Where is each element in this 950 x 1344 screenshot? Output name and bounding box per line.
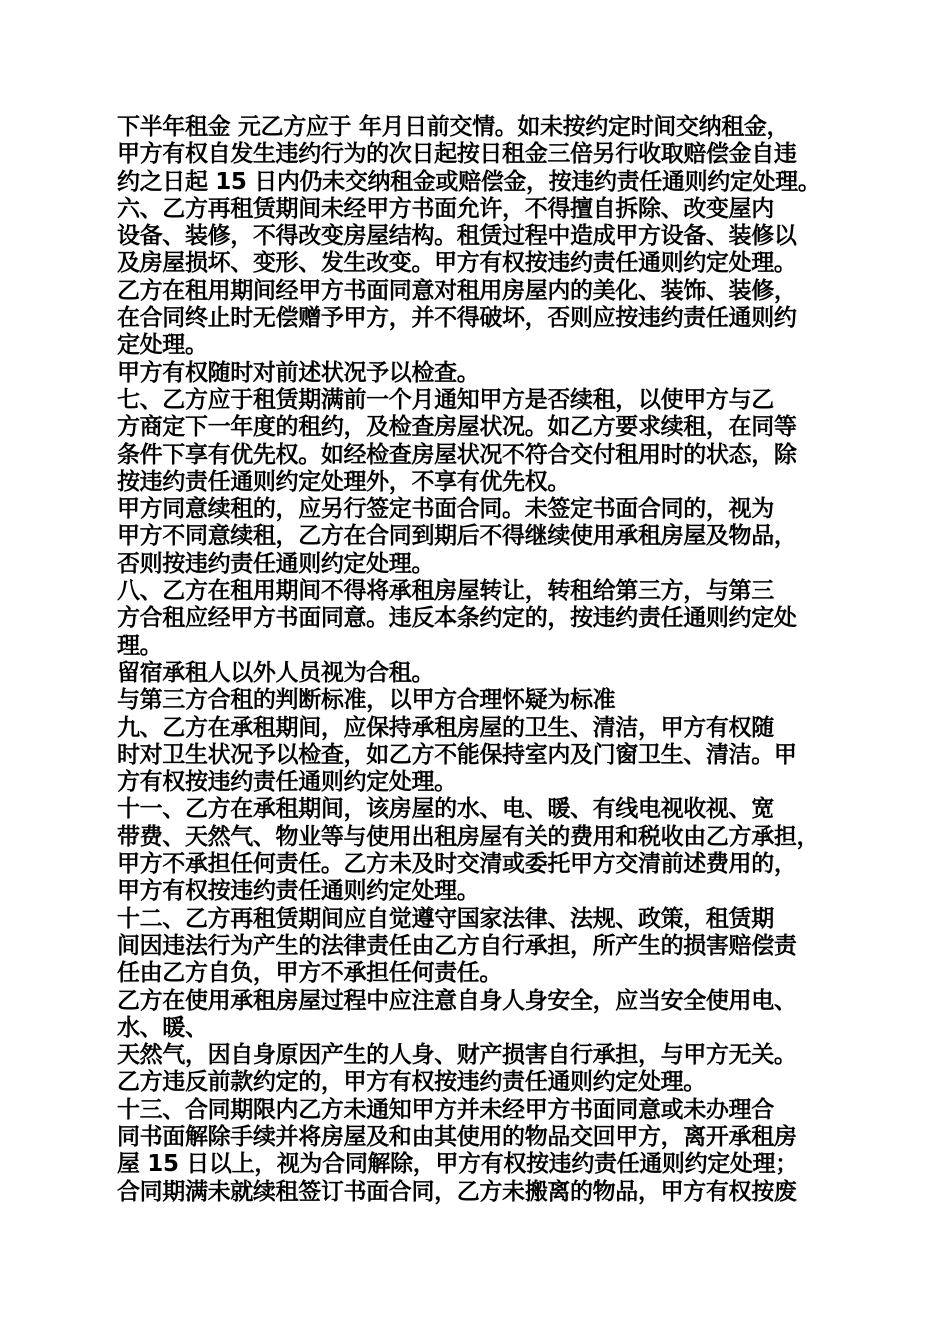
text-line: 甲方同意续租的，应另行签定书面合同。未签定书面合同的，视为 [117, 496, 774, 523]
text-line: 设备、装修，不得改变房屋结构。租赁过程中造成甲方设备、装修以 [117, 223, 797, 250]
text-line: 九、乙方在承租期间，应保持承租房屋的卫生、清洁，甲方有权随 [117, 714, 774, 741]
text-line: 理。 [117, 632, 163, 659]
text-line: 十二、乙方再租赁期间应自觉遵守国家法律、法规、政策，租赁期 [117, 905, 774, 932]
text-line: 定处理。 [117, 332, 208, 359]
contract-text-body [117, 114, 857, 1206]
text-line: 方商定下一年度的租约，及检查房屋状况。如乙方要求续租，在同等 [117, 414, 797, 441]
text-line: 合同期满未就续租签订书面合同，乙方未搬离的物品，甲方有权按废 [117, 1178, 797, 1205]
text-line: 按违约责任通则约定处理外，不享有优先权。 [117, 468, 571, 495]
text-line: 约之日起 15 日内仍未交纳租金或赔偿金，按违约责任通则约定处理。 [117, 168, 821, 195]
text-line: 甲方不承担任何责任。乙方未及时交清或委托甲方交清前述费用的， [117, 851, 797, 878]
text-line: 十一、乙方在承租期间，该房屋的水、电、暖、有线电视收视、宽 [117, 796, 774, 823]
text-line: 甲方不同意续租，乙方在合同到期后不得继续使用承租房屋及物品， [117, 523, 797, 550]
text-line: 乙方在使用承租房屋过程中应注意自身人身安全，应当安全使用电、 [117, 987, 797, 1014]
text-line: 方合租应经甲方书面同意。违反本条约定的，按违约责任通则约定处 [117, 605, 797, 632]
text-line: 乙方在租用期间经甲方书面同意对租用房屋内的美化、装饰、装修， [117, 277, 797, 304]
text-line: 带费、天然气、物业等与使用出租房屋有关的费用和税收由乙方承担， [117, 823, 820, 850]
text-line: 六、乙方再租赁期间未经甲方书面允许，不得擅自拆除、改变屋内 [117, 195, 774, 222]
text-line: 留宿承租人以外人员视为合租。 [117, 659, 435, 686]
text-line: 甲方有权随时对前述状况予以检查。 [117, 359, 480, 386]
text-line: 乙方违反前款约定的，甲方有权按违约责任通则约定处理。 [117, 1069, 706, 1096]
text-line: 屋 15 日以上，视为合同解除，甲方有权按违约责任通则约定处理； [117, 1151, 798, 1178]
text-line: 间因违法行为产生的法律责任由乙方自行承担，所产生的损害赔偿责 [117, 932, 797, 959]
text-line: 否则按违约责任通则约定处理。 [117, 550, 435, 577]
text-line: 在合同终止时无偿赠予甲方，并不得破坏，否则应按违约责任通则约 [117, 305, 797, 332]
text-line: 时对卫生状况予以检查，如乙方不能保持室内及门窗卫生、清洁。甲 [117, 741, 797, 768]
text-line: 条件下享有优先权。如经检查房屋状况不符合交付租用时的状态，除 [117, 441, 797, 468]
text-line: 与第三方合租的判断标准，以甲方合理怀疑为标准 [117, 687, 616, 714]
text-line: 任由乙方自负，甲方不承担任何责任。 [117, 960, 503, 987]
text-line: 七、乙方应于租赁期满前一个月通知甲方是否续租，以使甲方与乙 [117, 386, 774, 413]
text-line: 十三、合同期限内乙方未通知甲方并未经甲方书面同意或未办理合 [117, 1096, 774, 1123]
text-line: 同书面解除手续并将房屋及和由其使用的物品交回甲方，离开承租房 [117, 1123, 797, 1150]
text-line: 及房屋损坏、变形、发生改变。甲方有权按违约责任通则约定处理。 [117, 250, 797, 277]
text-line: 方有权按违约责任通则约定处理。 [117, 769, 457, 796]
text-line: 甲方有权按违约责任通则约定处理。 [117, 878, 480, 905]
text-line: 水、暖、 [117, 1014, 208, 1041]
text-line: 天然气，因自身原因产生的人身、财产损害自行承担，与甲方无关。 [117, 1042, 797, 1069]
text-line: 下半年租金 元乙方应于 年月日前交情。如未按约定时间交纳租金， [117, 114, 790, 140]
text-line: 八、乙方在租用期间不得将承租房屋转让，转租给第三方，与第三 [117, 578, 774, 605]
text-line: 甲方有权自发生违约行为的次日起按日租金三倍另行收取赔偿金自违 [117, 141, 797, 168]
